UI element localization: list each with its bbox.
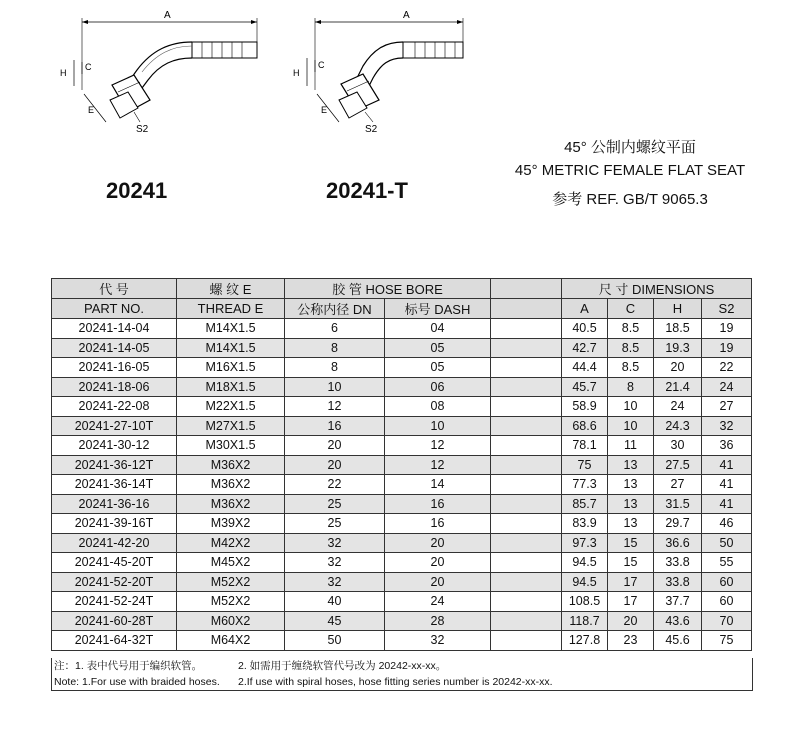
cell-part-no: 20241-39-16T	[52, 514, 177, 534]
table-row	[52, 592, 752, 612]
cell-dash: 16	[385, 494, 491, 514]
cell-thread: M14X1.5	[177, 338, 285, 358]
table-header-row-1	[52, 279, 752, 299]
model-number-20241-t: 20241-T	[326, 178, 408, 203]
cell-dim-a: 58.9	[562, 397, 608, 417]
cell-dim-a: 94.5	[562, 572, 608, 592]
dim-c-label: C	[318, 60, 325, 70]
cell-part-no: 20241-22-08	[52, 397, 177, 417]
cell-blank	[491, 631, 562, 651]
cell-dn: 8	[285, 358, 385, 378]
cell-dim-h: 37.7	[654, 592, 702, 612]
cell-dim-a: 44.4	[562, 358, 608, 378]
header-dimensions: 尺 寸 DIMENSIONS	[562, 279, 752, 299]
table-row	[52, 397, 752, 417]
cell-dim-h: 29.7	[654, 514, 702, 534]
cell-dash: 12	[385, 455, 491, 475]
cell-thread: M42X2	[177, 533, 285, 553]
note-cn-1: 注：1. 表中代号用于编织软管。	[54, 660, 203, 672]
cell-dim-c: 23	[608, 631, 654, 651]
cell-dim-s2: 46	[702, 514, 752, 534]
cell-part-no: 20241-14-05	[52, 338, 177, 358]
cell-dim-h: 21.4	[654, 377, 702, 397]
cell-blank	[491, 611, 562, 631]
dim-s2-label: S2	[136, 124, 149, 135]
cell-blank	[491, 553, 562, 573]
table-row	[52, 358, 752, 378]
cell-dim-h: 24.3	[654, 416, 702, 436]
cell-part-no: 20241-60-28T	[52, 611, 177, 631]
cell-dash: 14	[385, 475, 491, 495]
cell-dim-c: 8.5	[608, 338, 654, 358]
cell-dim-a: 42.7	[562, 338, 608, 358]
cell-part-no: 20241-27-10T	[52, 416, 177, 436]
cell-dim-s2: 19	[702, 319, 752, 339]
cell-part-no: 20241-36-12T	[52, 455, 177, 475]
cell-thread: M14X1.5	[177, 319, 285, 339]
header-thread: THREAD E	[177, 299, 285, 319]
dim-a-label: A	[164, 10, 171, 21]
cell-dn: 20	[285, 455, 385, 475]
cell-dash: 06	[385, 377, 491, 397]
table-row	[52, 631, 752, 651]
cell-dim-h: 43.6	[654, 611, 702, 631]
cell-dim-h: 18.5	[654, 319, 702, 339]
table-row	[52, 319, 752, 339]
cell-dn: 32	[285, 533, 385, 553]
cell-dim-s2: 19	[702, 338, 752, 358]
dim-s2-label: S2	[365, 124, 378, 135]
header-blank	[491, 279, 562, 299]
cell-blank	[491, 358, 562, 378]
spec-reference: 参考 REF. GB/T 9065.3	[552, 191, 708, 208]
cell-part-no: 20241-36-14T	[52, 475, 177, 495]
elbow-fitting-diagram-t	[285, 0, 495, 150]
cell-dn: 10	[285, 377, 385, 397]
cell-dim-c: 8.5	[608, 319, 654, 339]
cell-blank	[491, 397, 562, 417]
cell-dim-a: 83.9	[562, 514, 608, 534]
cell-dn: 12	[285, 397, 385, 417]
cell-dim-c: 10	[608, 397, 654, 417]
dim-c-label: C	[85, 62, 92, 72]
cell-dim-c: 10	[608, 416, 654, 436]
cell-dash: 20	[385, 572, 491, 592]
cell-dim-c: 13	[608, 455, 654, 475]
cell-dash: 05	[385, 358, 491, 378]
cell-part-no: 20241-64-32T	[52, 631, 177, 651]
cell-thread: M30X1.5	[177, 436, 285, 456]
cell-dim-h: 31.5	[654, 494, 702, 514]
footnotes	[51, 658, 753, 691]
cell-dim-c: 8.5	[608, 358, 654, 378]
fitting-drawing-20241	[52, 0, 262, 150]
table-row	[52, 494, 752, 514]
cell-thread: M36X2	[177, 494, 285, 514]
cell-dim-s2: 55	[702, 553, 752, 573]
dim-e-label: E	[321, 105, 328, 115]
cell-dn: 6	[285, 319, 385, 339]
header-s2: S2	[702, 299, 752, 319]
cell-dn: 25	[285, 514, 385, 534]
cell-dim-h: 20	[654, 358, 702, 378]
table-body	[52, 319, 752, 651]
cell-dim-c: 17	[608, 592, 654, 612]
table-row	[52, 572, 752, 592]
cell-dim-c: 17	[608, 572, 654, 592]
cell-dim-a: 75	[562, 455, 608, 475]
cell-dim-s2: 36	[702, 436, 752, 456]
dim-e-label: E	[88, 105, 95, 115]
cell-dim-h: 36.6	[654, 533, 702, 553]
cell-blank	[491, 416, 562, 436]
table-row	[52, 416, 752, 436]
table-row	[52, 533, 752, 553]
cell-thread: M36X2	[177, 455, 285, 475]
cell-dn: 32	[285, 572, 385, 592]
cell-dim-a: 97.3	[562, 533, 608, 553]
cell-dim-h: 33.8	[654, 572, 702, 592]
cell-dim-a: 77.3	[562, 475, 608, 495]
cell-dn: 8	[285, 338, 385, 358]
cell-thread: M22X1.5	[177, 397, 285, 417]
cell-part-no: 20241-52-24T	[52, 592, 177, 612]
cell-dn: 16	[285, 416, 385, 436]
cell-dash: 08	[385, 397, 491, 417]
note-row-cn	[52, 658, 752, 674]
header-hose-bore: 胶 管 HOSE BORE	[285, 279, 491, 299]
cell-thread: M60X2	[177, 611, 285, 631]
cell-dim-c: 11	[608, 436, 654, 456]
cell-thread: M52X2	[177, 572, 285, 592]
fitting-drawing-20241-t	[285, 0, 495, 150]
cell-thread: M64X2	[177, 631, 285, 651]
cell-dim-a: 127.8	[562, 631, 608, 651]
cell-dash: 28	[385, 611, 491, 631]
cell-dash: 20	[385, 553, 491, 573]
table-header-row-2	[52, 299, 752, 319]
cell-dim-h: 33.8	[654, 553, 702, 573]
table-row	[52, 436, 752, 456]
cell-thread: M16X1.5	[177, 358, 285, 378]
cell-blank	[491, 455, 562, 475]
cell-blank	[491, 494, 562, 514]
cell-dim-c: 13	[608, 475, 654, 495]
cell-dn: 22	[285, 475, 385, 495]
cell-dim-h: 24	[654, 397, 702, 417]
cell-blank	[491, 572, 562, 592]
note-en-2: 2.If use with spiral hoses, hose fitting series number is 20242-xx-xx.	[238, 676, 553, 688]
cell-dim-s2: 27	[702, 397, 752, 417]
table-row	[52, 338, 752, 358]
cell-dim-a: 78.1	[562, 436, 608, 456]
cell-part-no: 20241-18-06	[52, 377, 177, 397]
dim-h-label: H	[60, 68, 67, 78]
cell-dim-a: 94.5	[562, 553, 608, 573]
spec-title-chinese: 45° 公制内螺纹平面	[564, 139, 696, 156]
cell-blank	[491, 338, 562, 358]
table-row	[52, 455, 752, 475]
spec-title-english: 45° METRIC FEMALE FLAT SEAT	[514, 162, 746, 179]
cell-blank	[491, 436, 562, 456]
cell-dim-h: 27.5	[654, 455, 702, 475]
cell-part-no: 20241-30-12	[52, 436, 177, 456]
dim-h-label: H	[293, 68, 300, 78]
cell-dn: 40	[285, 592, 385, 612]
cell-dash: 04	[385, 319, 491, 339]
header-code-cn: 代 号	[52, 279, 177, 299]
note-cn-2: 2. 如需用于缠绕软管代号改为 20242-xx-xx。	[238, 660, 447, 672]
cell-part-no: 20241-16-05	[52, 358, 177, 378]
cell-dim-a: 40.5	[562, 319, 608, 339]
cell-thread: M45X2	[177, 553, 285, 573]
cell-dim-s2: 32	[702, 416, 752, 436]
cell-dim-s2: 70	[702, 611, 752, 631]
cell-dim-s2: 22	[702, 358, 752, 378]
model-number-20241: 20241	[106, 178, 168, 203]
cell-thread: M27X1.5	[177, 416, 285, 436]
cell-dash: 05	[385, 338, 491, 358]
header-blank-2	[491, 299, 562, 319]
cell-dash: 10	[385, 416, 491, 436]
cell-dim-c: 8	[608, 377, 654, 397]
cell-blank	[491, 514, 562, 534]
table-row	[52, 377, 752, 397]
cell-dim-a: 85.7	[562, 494, 608, 514]
cell-blank	[491, 592, 562, 612]
cell-dn: 25	[285, 494, 385, 514]
cell-thread: M36X2	[177, 475, 285, 495]
cell-dash: 16	[385, 514, 491, 534]
cell-dim-s2: 41	[702, 455, 752, 475]
cell-dim-s2: 60	[702, 572, 752, 592]
cell-dash: 12	[385, 436, 491, 456]
cell-dim-s2: 75	[702, 631, 752, 651]
cell-blank	[491, 533, 562, 553]
header-dash: 标号 DASH	[385, 299, 491, 319]
cell-dim-c: 15	[608, 533, 654, 553]
cell-dim-c: 13	[608, 514, 654, 534]
cell-dim-c: 13	[608, 494, 654, 514]
cell-dim-s2: 41	[702, 494, 752, 514]
cell-blank	[491, 377, 562, 397]
cell-part-no: 20241-42-20	[52, 533, 177, 553]
header-c: C	[608, 299, 654, 319]
cell-dim-h: 19.3	[654, 338, 702, 358]
table-row	[52, 475, 752, 495]
cell-dim-a: 68.6	[562, 416, 608, 436]
header-thread-cn: 螺 纹 E	[177, 279, 285, 299]
cell-dim-h: 45.6	[654, 631, 702, 651]
cell-dash: 20	[385, 533, 491, 553]
cell-dim-s2: 41	[702, 475, 752, 495]
table-row	[52, 514, 752, 534]
cell-dn: 45	[285, 611, 385, 631]
cell-dim-c: 15	[608, 553, 654, 573]
header-a: A	[562, 299, 608, 319]
header-h: H	[654, 299, 702, 319]
dim-a-label: A	[403, 10, 410, 21]
note-en-1: Note: 1.For use with braided hoses.	[54, 676, 220, 688]
cell-dim-s2: 50	[702, 533, 752, 553]
cell-blank	[491, 475, 562, 495]
cell-part-no: 20241-36-16	[52, 494, 177, 514]
header-part-no: PART NO.	[52, 299, 177, 319]
header-dn: 公称内径 DN	[285, 299, 385, 319]
elbow-fitting-diagram	[52, 0, 262, 150]
cell-blank	[491, 319, 562, 339]
cell-dim-h: 27	[654, 475, 702, 495]
dimensions-table	[51, 278, 752, 651]
cell-thread: M18X1.5	[177, 377, 285, 397]
cell-part-no: 20241-45-20T	[52, 553, 177, 573]
cell-dash: 32	[385, 631, 491, 651]
table-row	[52, 611, 752, 631]
cell-dim-a: 118.7	[562, 611, 608, 631]
cell-dim-h: 30	[654, 436, 702, 456]
cell-dim-a: 45.7	[562, 377, 608, 397]
cell-dim-s2: 24	[702, 377, 752, 397]
cell-dash: 24	[385, 592, 491, 612]
cell-dn: 32	[285, 553, 385, 573]
cell-dim-c: 20	[608, 611, 654, 631]
cell-dim-a: 108.5	[562, 592, 608, 612]
cell-dn: 50	[285, 631, 385, 651]
dimensions-table-container	[51, 278, 751, 651]
note-row-en	[52, 674, 752, 690]
cell-thread: M39X2	[177, 514, 285, 534]
table-row	[52, 553, 752, 573]
cell-part-no: 20241-14-04	[52, 319, 177, 339]
cell-dim-s2: 60	[702, 592, 752, 612]
cell-dn: 20	[285, 436, 385, 456]
cell-thread: M52X2	[177, 592, 285, 612]
cell-part-no: 20241-52-20T	[52, 572, 177, 592]
